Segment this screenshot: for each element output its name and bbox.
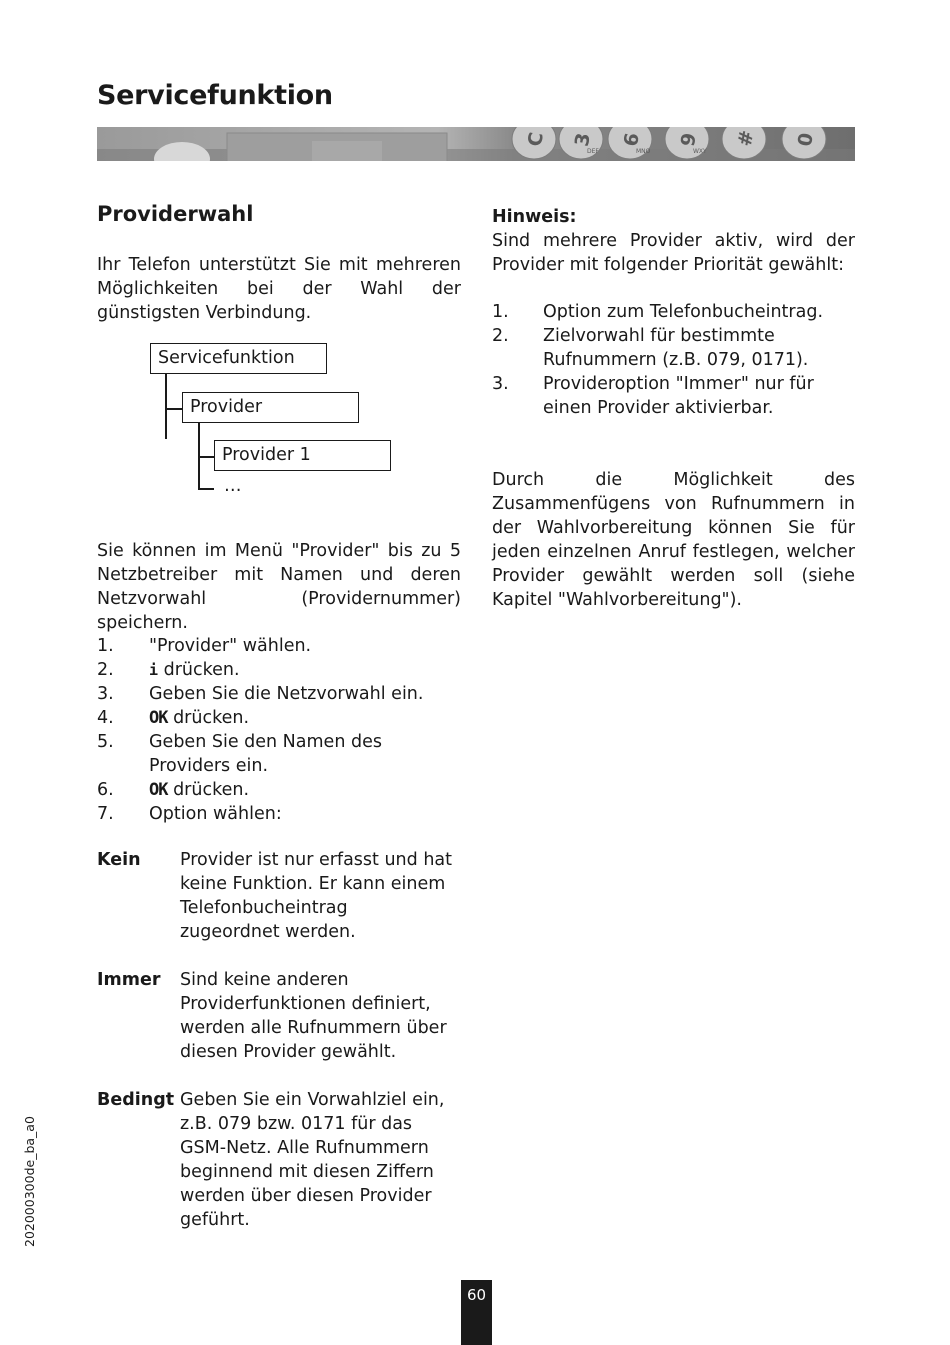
menu-tree-provider: Provider	[182, 392, 359, 423]
options-list	[97, 848, 462, 1256]
tree-connector	[198, 488, 214, 490]
phone-keypad-photo-icon	[97, 127, 855, 161]
list-item: 7. Option wählen:	[97, 804, 282, 824]
keypad-key-digit: 3	[570, 131, 595, 149]
option-bedingt	[97, 1088, 462, 1232]
priority-list	[492, 300, 855, 420]
option-term: Bedingt	[97, 1090, 175, 1110]
document-code: 202000300de_ba_a0	[22, 1116, 37, 1247]
keypad-key-digit: #	[733, 128, 759, 149]
list-item: 2. Zielvorwahl für bestimmte Rufnummern (z.B. 079, 0171).	[492, 326, 809, 370]
list-item: 2. i drücken.	[97, 660, 240, 680]
list-item: 6. OK drücken.	[97, 780, 250, 800]
keypad-key-letters: WXY	[693, 148, 707, 155]
list-item: 3. Geben Sie die Netzvorwahl ein.	[97, 684, 424, 704]
hint-label: Hinweis:	[492, 207, 577, 227]
phone-keypad-banner	[97, 127, 855, 161]
menu-tree-provider-1: Provider 1	[214, 440, 391, 471]
tree-connector	[165, 408, 182, 410]
option-term: Kein	[97, 850, 141, 870]
note-paragraph: Durch die Möglichkeit des Zusammenfügens von Rufnummern in der Wahlvorbereitung können Sie für jeden einzelnen Anruf festlegen, welcher Provider gewählt werden soll (siehe Kapitel "Wahlvorbereitung").	[492, 470, 855, 610]
list-item: 3. Provideroption "Immer" nur für einen Provider aktivierbar.	[492, 374, 814, 418]
option-immer	[97, 968, 462, 1064]
keypad-key-digit: 6	[619, 131, 644, 149]
page-title: Servicefunktion	[97, 80, 333, 111]
description-paragraph: Sie können im Menü "Provider" bis zu 5 Netzbetreiber mit Namen und deren Netzvorwahl (Providernummer) speichern.	[97, 541, 461, 633]
tree-connector	[165, 374, 167, 439]
option-desc: Sind keine anderen Providerfunktionen definiert, werden alle Rufnummern über diesen Provider gewählt.	[180, 970, 447, 1062]
option-kein	[97, 848, 462, 944]
tree-connector	[198, 456, 214, 458]
list-item: 5. Geben Sie den Namen des Providers ein.	[97, 732, 382, 776]
hint-paragraph: Sind mehrere Provider aktiv, wird der Provider mit folgender Priorität gewählt:	[492, 231, 855, 275]
list-item: 1. "Provider" wählen.	[97, 636, 312, 656]
keypad-key-letters: MNO	[636, 148, 651, 155]
option-term: Immer	[97, 970, 161, 990]
keypad-key-digit: 0	[793, 131, 818, 149]
menu-tree-servicefunktion: Servicefunktion	[150, 343, 327, 374]
keypad-key-digit: 9	[676, 131, 701, 149]
list-item: 4. OK drücken.	[97, 708, 250, 728]
menu-tree-ellipsis: …	[224, 476, 242, 496]
option-desc: Provider ist nur erfasst und hat keine Funktion. Er kann einem Telefonbucheintrag zugeordnet werden.	[180, 850, 452, 942]
page-number: 60	[461, 1280, 492, 1345]
info-key-icon: i	[149, 661, 159, 679]
list-item: 1. Option zum Telefonbucheintrag.	[492, 302, 824, 322]
ok-key-icon: OK	[149, 708, 168, 728]
intro-paragraph: Ihr Telefon unterstützt Sie mit mehreren Möglichkeiten bei der Wahl der günstigsten Verbindung.	[97, 255, 461, 323]
keypad-key-digit: C	[523, 130, 549, 149]
option-desc: Geben Sie ein Vorwahlziel ein, z.B. 079 bzw. 0171 für das GSM-Netz. Alle Rufnummern beginnend mit diesen Ziffern werden über diesen Provider geführt.	[180, 1090, 445, 1230]
steps-list	[97, 634, 462, 826]
ok-key-icon: OK	[149, 780, 168, 800]
section-heading: Providerwahl	[97, 202, 254, 226]
keypad-key-letters: DEF	[587, 148, 599, 155]
